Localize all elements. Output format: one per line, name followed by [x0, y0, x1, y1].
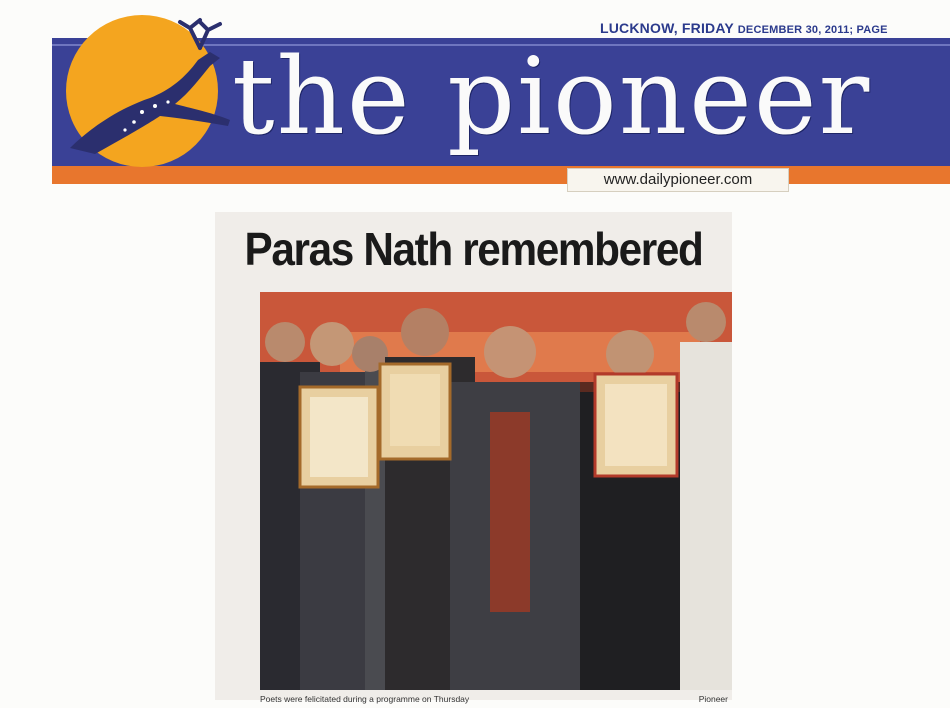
newspaper-title: the pioneer	[232, 35, 872, 158]
article-headline: Paras Nath remembered	[244, 223, 703, 275]
dateline-date-page: DECEMBER 30, 2011; PAGE	[737, 24, 888, 36]
newspaper-url[interactable]: www.dailypioneer.com	[567, 168, 789, 192]
award-ceremony-photo	[260, 292, 732, 690]
deer-logo-icon	[50, 8, 250, 168]
photo-credit: Pioneer	[698, 694, 728, 704]
masthead	[0, 0, 950, 195]
dateline-city-day: LUCKNOW, FRIDAY	[600, 20, 734, 36]
article-clipping	[215, 212, 732, 704]
photo-caption-bar	[260, 694, 732, 708]
article-photo	[260, 292, 732, 690]
photo-caption: Poets were felicitated during a programme on Thursday	[260, 694, 470, 704]
